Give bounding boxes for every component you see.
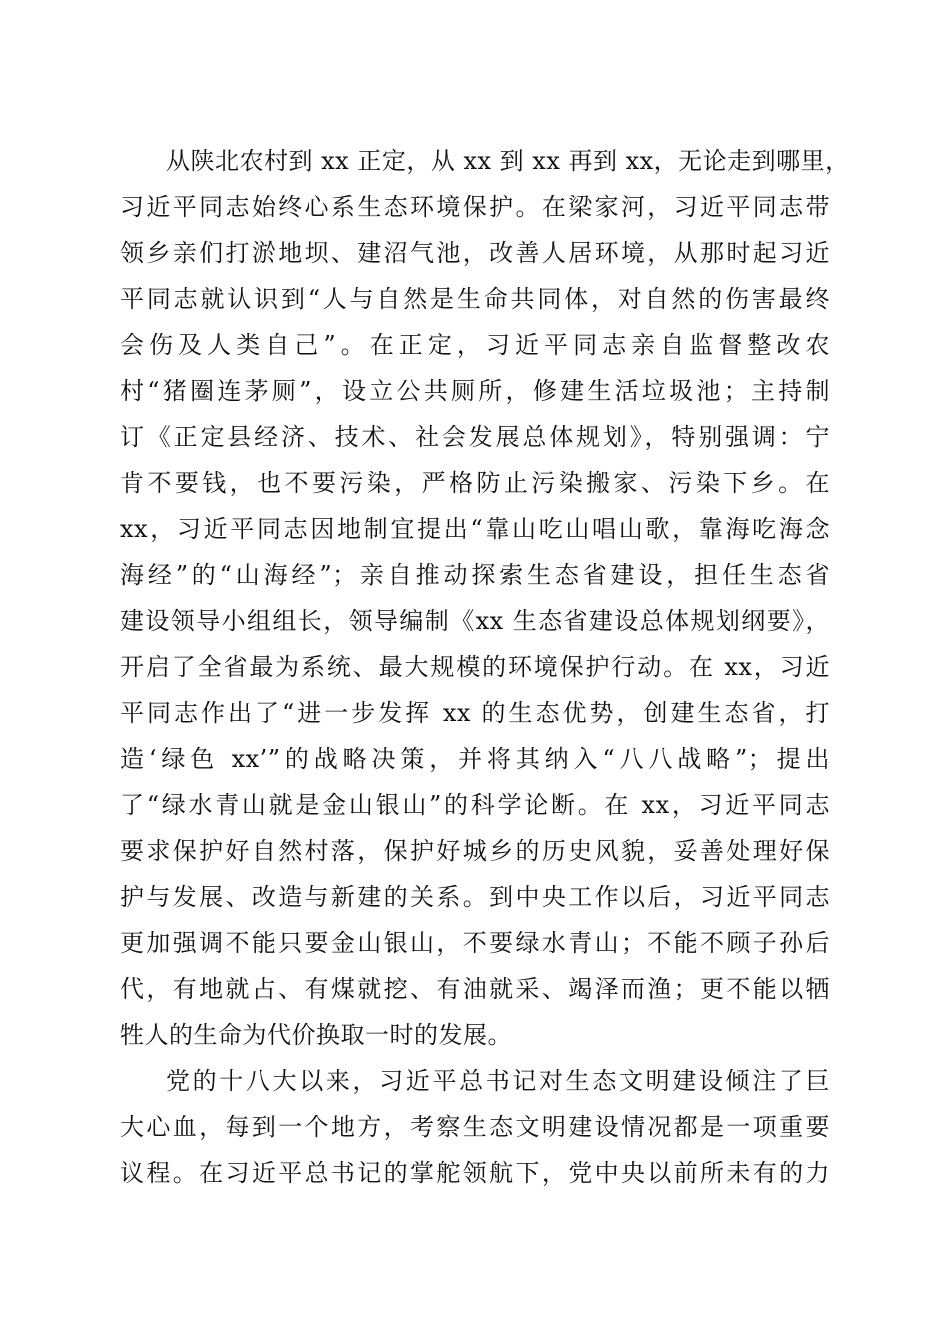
text-line: 海经”的“山海经”；亲自推动探索生态省建设，担任生态省 <box>120 561 830 589</box>
text-line: 从陕北农村到 xx 正定，从 xx 到 xx 再到 xx，无论走到哪里， <box>166 147 850 175</box>
text-line: 要求保护好自然村落，保护好城乡的历史风貌，妥善处理好保 <box>120 837 830 865</box>
text-line: 了“绿水青山就是金山银山”的科学论断。在 xx，习近平同志 <box>120 791 830 819</box>
text-line: 肯不要钱，也不要污染，严格防止污染搬家、污染下乡。在 <box>120 469 830 497</box>
text-line: xx，习近平同志因地制宜提出“靠山吃山唱山歌，靠海吃海念 <box>120 515 830 543</box>
text-line: 代，有地就占、有煤就挖、有油就采、竭泽而渔；更不能以牺 <box>120 975 830 1003</box>
text-line: 会伤及人类自己”。在正定，习近平同志亲自监督整改农 <box>120 331 830 359</box>
text-line: 更加强调不能只要金山银山，不要绿水青山；不能不顾子孙后 <box>120 929 830 957</box>
text-line: 大心血，每到一个地方，考察生态文明建设情况都是一项重要 <box>120 1113 830 1141</box>
text-line: 领乡亲们打淤地坝、建沼气池，改善人居环境，从那时起习近 <box>120 239 830 267</box>
text-line: 党的十八大以来，习近平总书记对生态文明建设倾注了巨 <box>166 1067 830 1095</box>
text-line: 习近平同志始终心系生态环境保护。在梁家河，习近平同志带 <box>120 193 830 221</box>
text-line: 护与发展、改造与新建的关系。到中央工作以后，习近平同志 <box>120 883 830 911</box>
text-line: 开启了全省最为系统、最大规模的环境保护行动。在 xx，习近 <box>120 653 830 681</box>
paragraph-2 <box>120 1058 830 1196</box>
text-line: 平同志作出了“进一步发挥 xx 的生态优势，创建生态省，打 <box>120 699 830 727</box>
body-text <box>120 138 850 1196</box>
paragraph-1 <box>120 138 850 1058</box>
text-line: 建设领导小组组长，领导编制《xx 生态省建设总体规划纲要》， <box>120 607 830 635</box>
text-line: 牲人的生命为代价换取一时的发展。 <box>120 1021 512 1049</box>
text-line: 造‘绿色 xx’”的战略决策，并将其纳入“八八战略”；提出 <box>120 745 830 773</box>
text-line: 议程。在习近平总书记的掌舵领航下，党中央以前所未有的力 <box>120 1159 830 1187</box>
text-line: 订《正定县经济、技术、社会发展总体规划》，特别强调：宁 <box>120 423 830 451</box>
text-line: 村“猪圈连茅厕”，设立公共厕所，修建生活垃圾池；主持制 <box>120 377 830 405</box>
text-line: 平同志就认识到“人与自然是生命共同体，对自然的伤害最终 <box>120 285 830 313</box>
